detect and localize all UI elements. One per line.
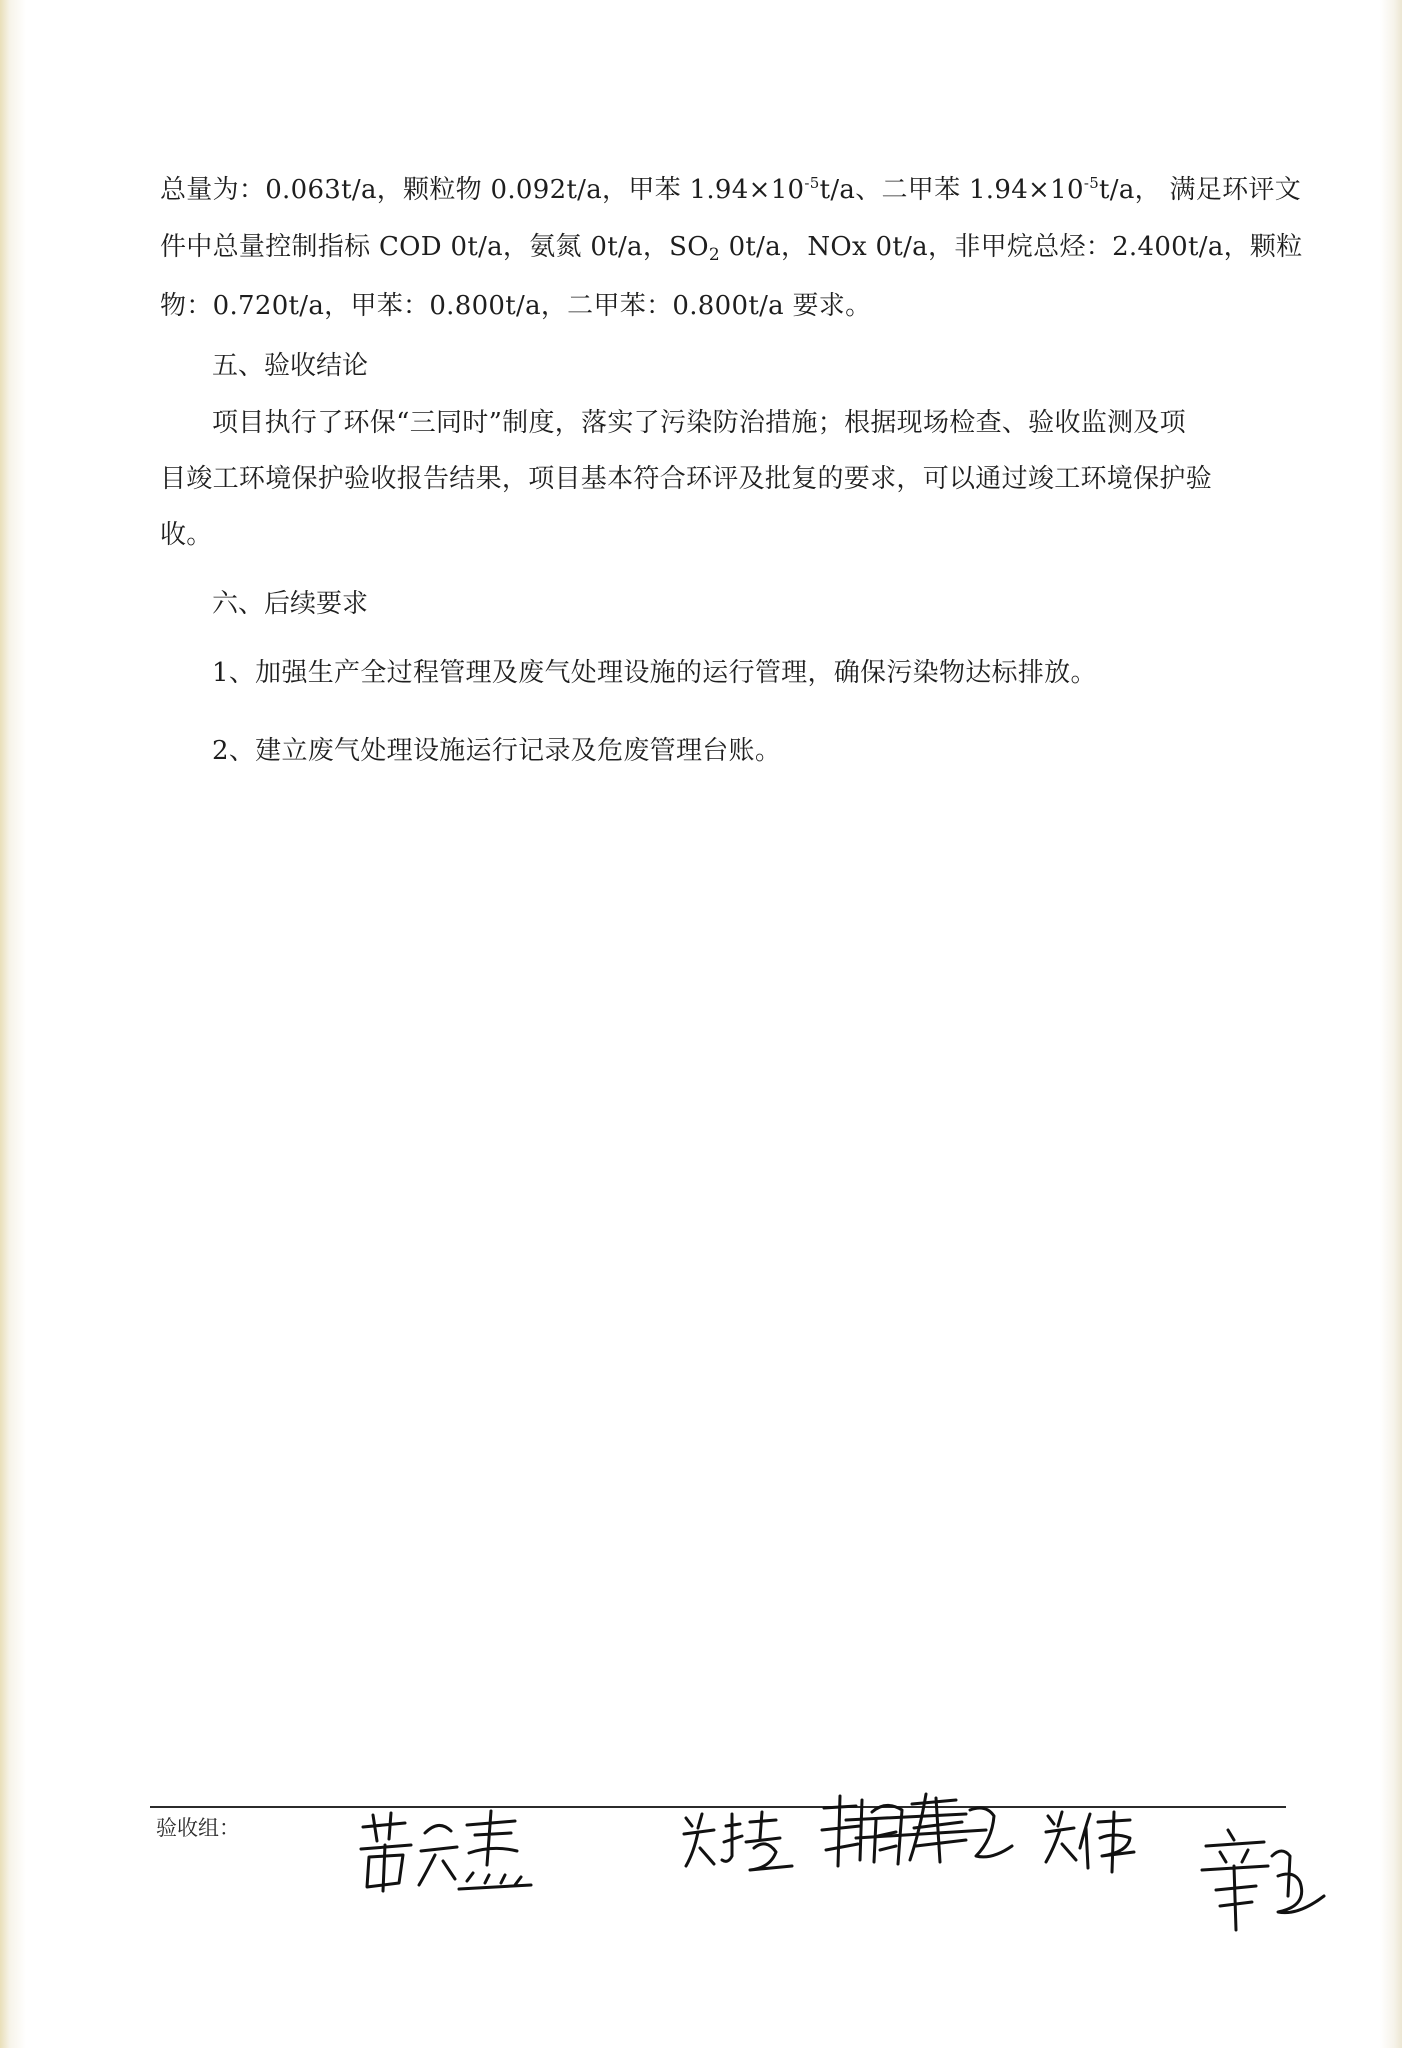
signature-2 (680, 1808, 800, 1878)
totals-line-1-part-a: 总量为：0.063t/a，颗粒物 0.092t/a，甲苯 1.94×10 (160, 175, 805, 205)
totals-line-1 (160, 172, 1301, 208)
totals-line-1-part-b: t/a、二甲苯 1.94×10 (819, 175, 1084, 205)
subscript: 2 (708, 245, 721, 265)
section-5-line-3: 收。 (160, 520, 213, 550)
totals-line-2-part-b: 0t/a，NOx 0t/a，非甲烷总烃：2.400t/a，颗粒 (720, 232, 1303, 262)
section-5-line-2: 目竣工环境保护验收报告结果，项目基本符合环评及批复的要求，可以通过竣工环境保护验 (160, 464, 1213, 494)
totals-line-3: 物：0.720t/a，甲苯：0.800t/a，二甲苯：0.800t/a 要求。 (160, 291, 872, 321)
exponent: -5 (804, 174, 820, 192)
section-6-item-1: 1、加强生产全过程管理及废气处理设施的运行管理，确保污染物达标排放。 (212, 658, 1097, 688)
section-5-line-1: 项目执行了环保“三同时”制度，落实了污染防治措施；根据现场检查、验收监测及项 (212, 408, 1186, 438)
totals-line-2-part-a: 件中总量控制指标 COD 0t/a，氨氮 0t/a，SO (160, 232, 709, 262)
section-5-heading: 五、验收结论 (212, 351, 369, 381)
signature-1 (355, 1805, 535, 1895)
signature-5 (1198, 1826, 1328, 1936)
totals-line-2 (160, 229, 1303, 265)
totals-line-1-part-c: t/a， 满足环评文 (1099, 175, 1302, 205)
section-6-item-2: 2、建立废气处理设施运行记录及危废管理台账。 (212, 736, 782, 766)
acceptance-group-label: 验收组： (156, 1816, 240, 1840)
signature-4 (1042, 1808, 1142, 1878)
exponent: -5 (1083, 174, 1100, 192)
section-6-heading: 六、后续要求 (212, 589, 369, 619)
signature-3 (816, 1790, 1016, 1880)
